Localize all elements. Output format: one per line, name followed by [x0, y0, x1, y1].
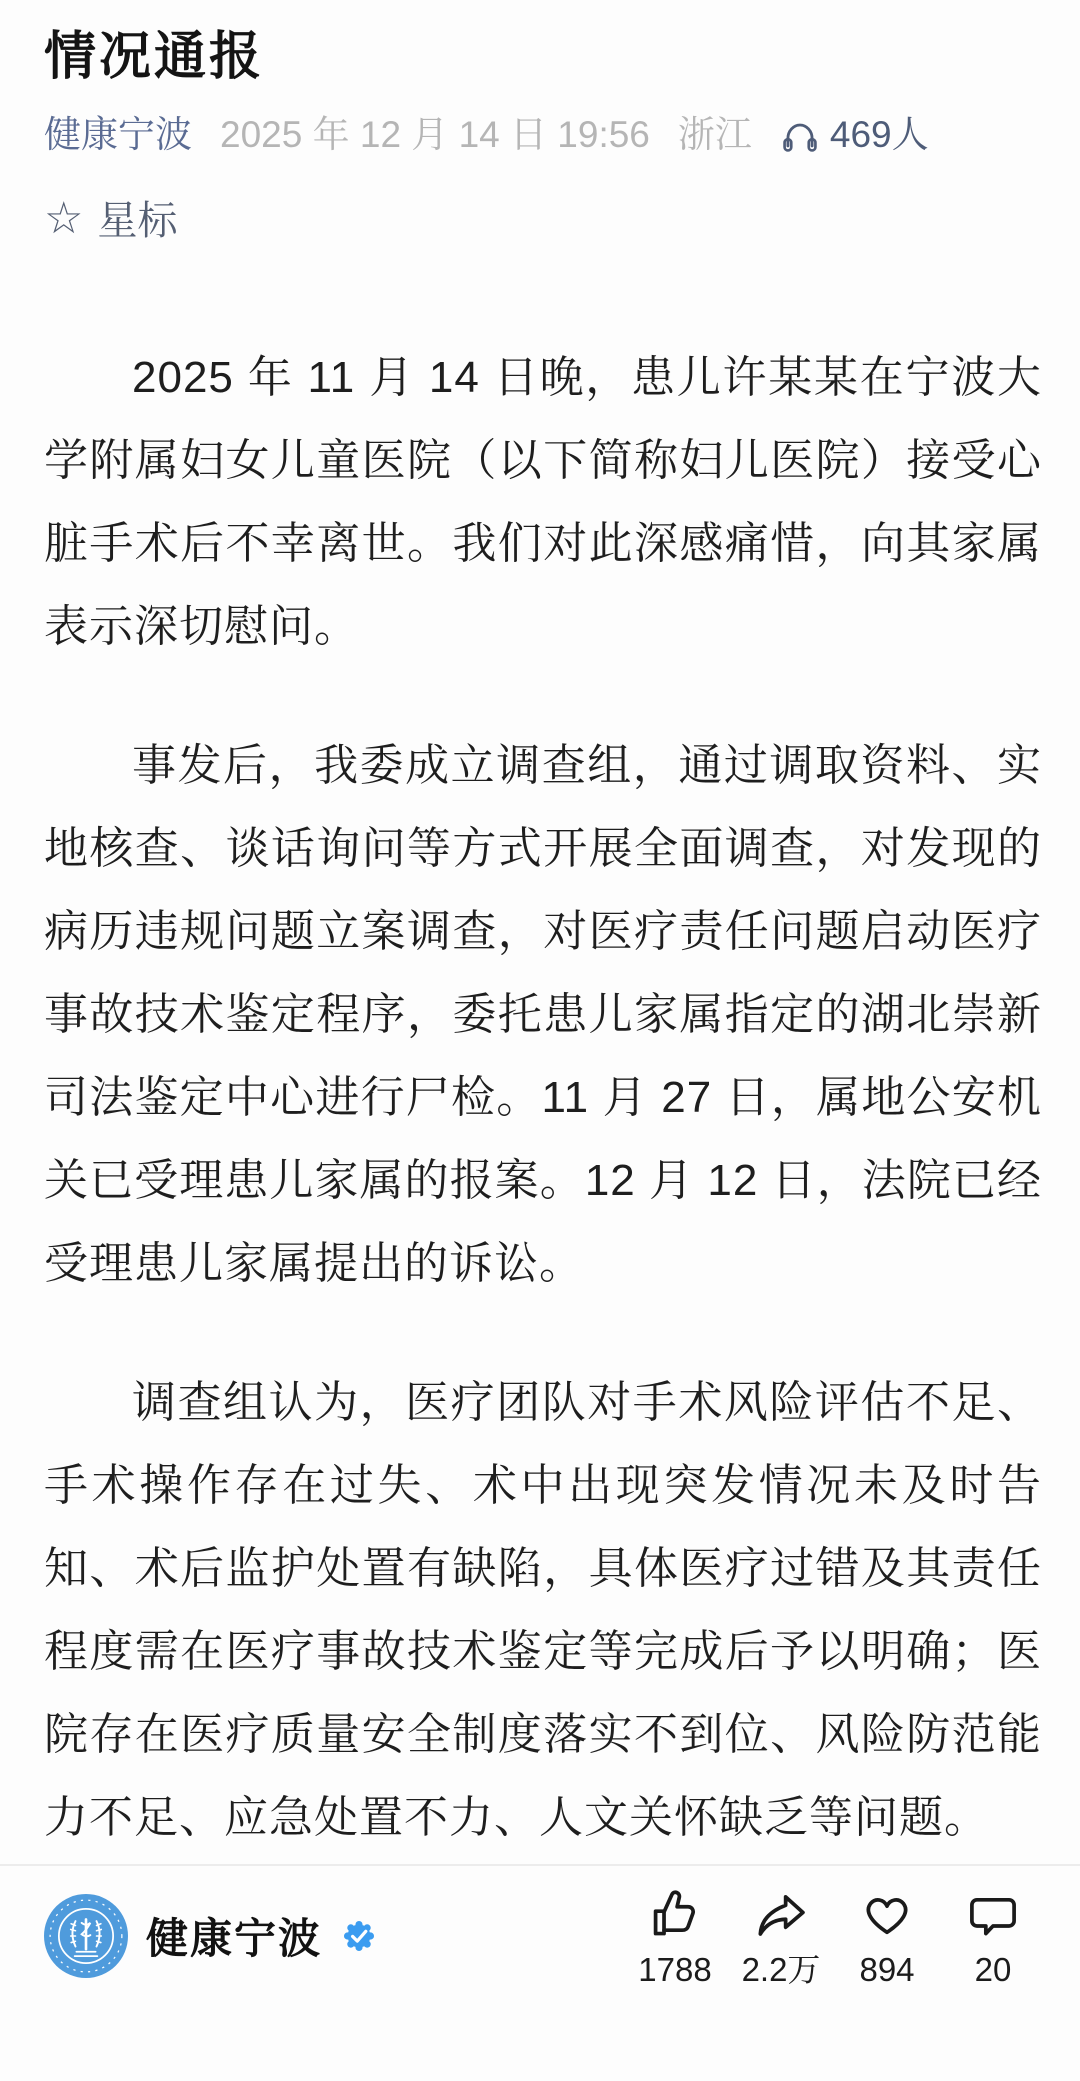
account-row	[44, 1894, 376, 1978]
engagement-bar	[0, 1864, 1080, 2081]
listeners-indicator	[780, 112, 929, 158]
share-button[interactable]	[728, 1888, 834, 1989]
star-button[interactable]	[44, 196, 177, 246]
paragraph: 调查组认为，医疗团队对手术风险评估不足、手术操作存在过失、术中出现突发情况未及时告知、术后监护处置有缺陷，具体医疗过错及其责任程度需在医疗事故技术鉴定等完成后予以明确；医院存在医疗质量安全制度落实不到位、风险防范能力不足、应急处置不力、人文关怀缺乏等问题。	[44, 1378, 1042, 1842]
timestamp: 2025 年 12 月 14 日 19:56	[220, 114, 650, 155]
comment-button[interactable]	[940, 1888, 1046, 1989]
star-icon: ☆	[44, 194, 84, 243]
paragraph: 事发后，我委成立调查组，通过调取资料、实地核查、谈话询问等方式开展全面调查，对发现的病历违规问题立案调查，对医疗责任问题启动医疗事故技术鉴定程序，委托患儿家属指定的湖北崇新司法鉴定中心进行尸检。11 月 27 日，属地公安机关已受理患儿家属的报案。12 月 12 日，法院已经受理患儿家属提出的诉讼。	[44, 741, 1042, 1288]
favorite-button[interactable]	[834, 1888, 940, 1989]
health-ningbo-logo-icon	[44, 1894, 128, 1978]
author-link[interactable]: 健康宁波	[44, 114, 192, 155]
location-label: 浙江	[677, 114, 752, 155]
star-label: 星标	[97, 199, 178, 243]
thumbs-up-icon	[648, 1888, 702, 1942]
action-buttons	[622, 1888, 1046, 1989]
comment-count: 20	[974, 1951, 1012, 1988]
listener-count: 469人	[829, 114, 929, 155]
verified-badge-icon	[342, 1919, 376, 1953]
account-name[interactable]: 健康宁波	[146, 1915, 323, 1962]
forward-arrow-icon	[754, 1888, 808, 1942]
paragraph: 2025 年 11 月 14 日晚，患儿许某某在宁波大学附属妇女儿童医院（以下简称妇儿医院）接受心脏手术后不幸离世。我们对此深感痛惜，向其家属表示深切慰问。	[44, 353, 1042, 651]
headphones-icon	[780, 115, 820, 155]
page-title: 情况通报	[44, 28, 265, 86]
avatar[interactable]	[44, 1894, 128, 1978]
comment-bubble-icon	[966, 1888, 1020, 1942]
heart-icon	[860, 1888, 914, 1942]
like-count: 1788	[638, 1951, 712, 1988]
favorite-count: 894	[859, 1951, 915, 1988]
like-button[interactable]	[622, 1888, 728, 1989]
article-body	[44, 336, 1042, 1859]
share-count: 2.2万	[741, 1951, 821, 1988]
post-meta	[44, 112, 1042, 158]
